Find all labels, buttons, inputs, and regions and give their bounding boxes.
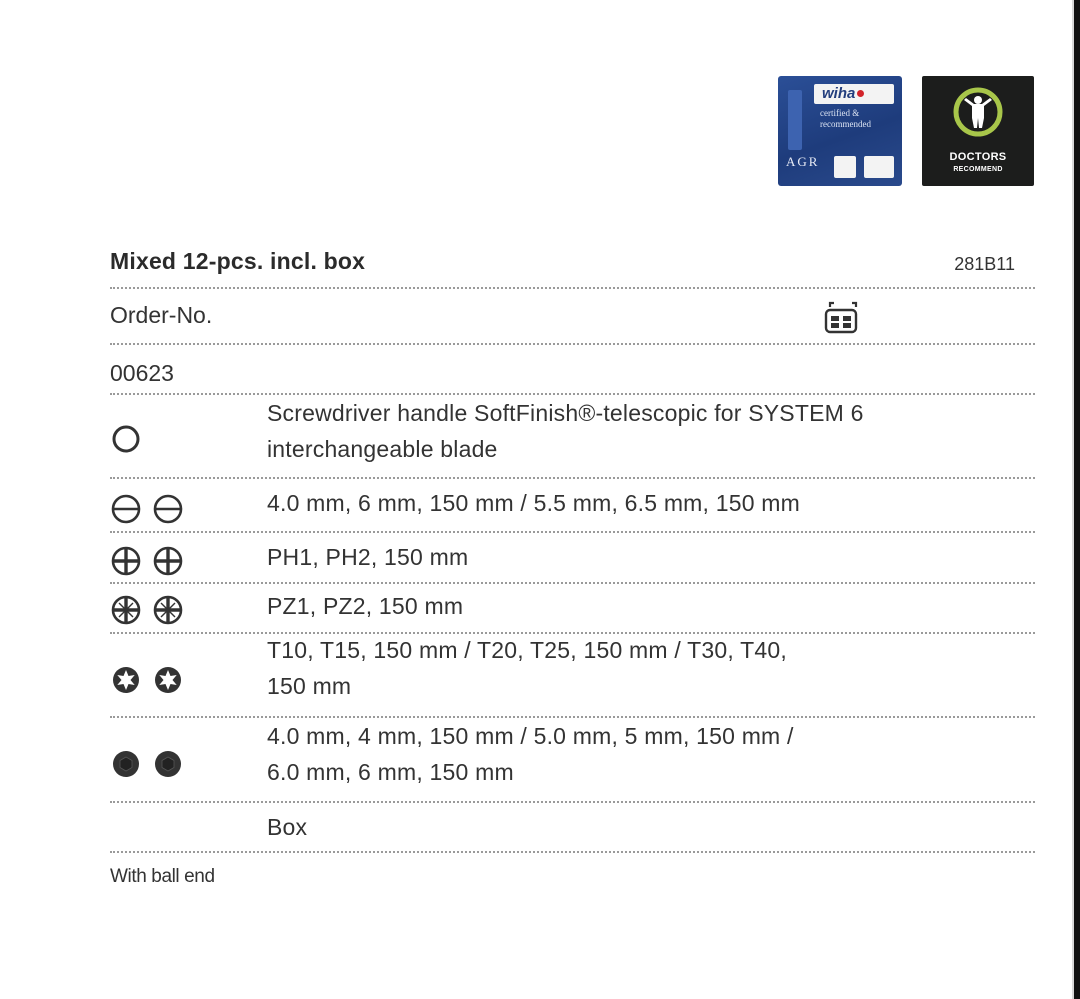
seal-icon: [864, 156, 894, 178]
spec-text: 4.0 mm, 4 mm, 150 mm / 5.0 mm, 5 mm, 150 mm / 6.0 mm, 6 mm, 150 mm: [267, 723, 794, 785]
certified-text: certified & recommended: [820, 108, 871, 129]
order-number: 00623: [110, 360, 174, 386]
wiha-certified-badge: [778, 76, 902, 186]
footnote: With ball end: [110, 866, 215, 887]
spec-row: [110, 479, 1035, 533]
recommend-label: RECOMMEND: [953, 166, 1003, 173]
row-icons: [110, 594, 184, 626]
pozidriv-tip-icon: [152, 594, 184, 626]
order-label-row: [110, 289, 1035, 345]
spec-row: [110, 634, 1035, 718]
wiha-logo: wiha: [814, 84, 894, 104]
slotted-tip-icon: [152, 493, 184, 525]
circle-outline-icon: [110, 423, 142, 455]
spec-text: PZ1, PZ2, 150 mm: [267, 593, 464, 619]
page-edge: [1074, 0, 1080, 999]
spec-text: Screwdriver handle SoftFinish®-telescopic for SYSTEM 6 interchangeable blade: [267, 400, 864, 462]
order-no-label: Order-No.: [110, 302, 213, 328]
phillips-tip-icon: [110, 545, 142, 577]
row-icons: [110, 664, 184, 696]
article-number: 281B11: [954, 254, 1015, 274]
product-title: Mixed 12-pcs. incl. box: [110, 248, 366, 274]
spec-row: [110, 718, 1035, 803]
torx-tip-icon: [152, 664, 184, 696]
slotted-tip-icon: [110, 493, 142, 525]
row-icons: [110, 545, 184, 577]
spec-text: T10, T15, 150 mm / T20, T25, 150 mm / T30, T40, 150 mm: [267, 637, 787, 699]
phillips-tip-icon: [152, 545, 184, 577]
row-icons: [110, 423, 142, 455]
row-icons: [110, 493, 184, 525]
hex-ball-end-icon: [152, 748, 184, 780]
person-in-circle-icon: [952, 86, 1004, 138]
agr-label: AGR: [786, 154, 820, 169]
spec-text: PH1, PH2, 150 mm: [267, 544, 469, 570]
wiha-logo-dot: [857, 90, 864, 97]
spec-row: [110, 395, 1035, 479]
title-row: [110, 242, 1035, 289]
seal-icon: [834, 156, 856, 178]
hex-ball-end-icon: [110, 748, 142, 780]
doctors-recommend-badge: [922, 76, 1034, 186]
spec-row: [110, 533, 1035, 584]
doctors-label: DOCTORS: [949, 151, 1007, 163]
spec-row: [110, 584, 1035, 634]
torx-tip-icon: [110, 664, 142, 696]
product-spec-table: [110, 242, 1035, 853]
order-number-row: [110, 345, 1035, 395]
spec-text: 4.0 mm, 6 mm, 150 mm / 5.5 mm, 6.5 mm, 150 mm: [267, 490, 801, 516]
screwdriver-graphic: [788, 90, 802, 150]
spec-text: Box: [267, 814, 308, 840]
pozidriv-tip-icon: [110, 594, 142, 626]
box-icon: [822, 299, 860, 335]
spec-row: [110, 803, 1035, 853]
row-icons: [110, 748, 184, 780]
